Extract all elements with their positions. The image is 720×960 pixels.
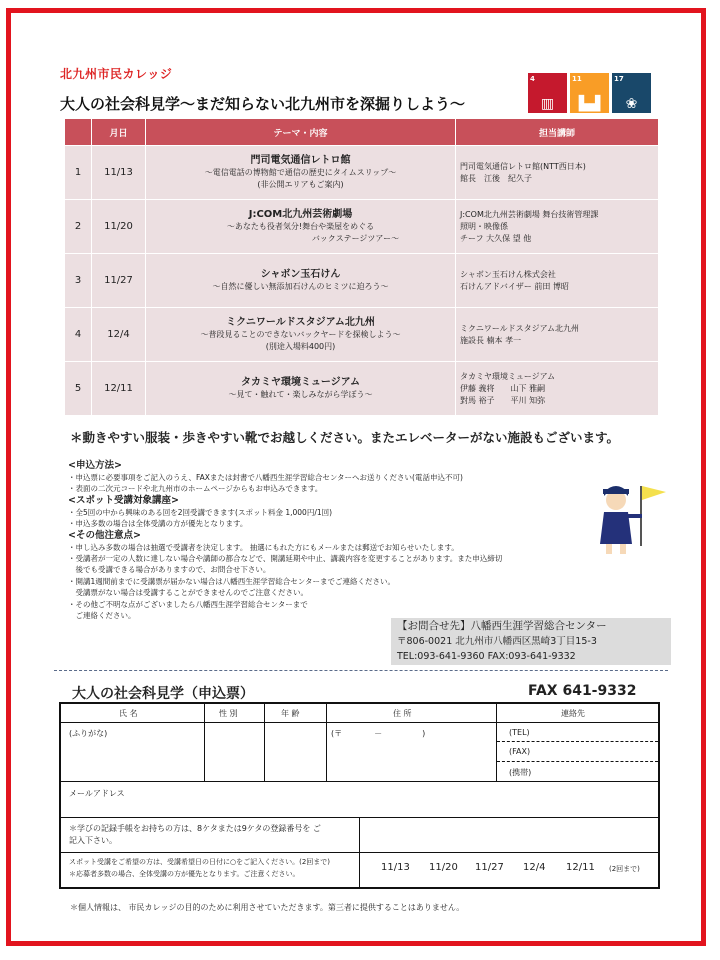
col-gender: 性 別 — [219, 709, 238, 718]
contact-heading: 【お問合せ先】八幡西生涯学習総合センター — [397, 620, 607, 632]
postal-code-field[interactable]: (〒 － ) — [331, 729, 426, 738]
schedule-table — [64, 118, 659, 416]
tel-field[interactable]: (TEL) — [509, 728, 530, 737]
furigana-label: (ふりがな) — [69, 729, 108, 738]
header-no — [65, 119, 92, 146]
notes-heading: <その他注意点> — [68, 529, 141, 541]
table-row: 3 11/27 シャボン玉石けん ～自然に優しい無添加石けんのヒミツに迫ろう～ シャボン玉石けん株式会社 石けんアドバイザー 前田 博昭 — [65, 254, 659, 308]
college-logo: 北九州市民カレッジ — [60, 67, 173, 81]
table-header-row — [65, 119, 659, 146]
attire-notice: ＊動きやすい服装・歩きやすい靴でお越しください。またエレベーターがない施設もございます。 — [70, 430, 620, 445]
apply-method-heading: <申込方法> — [68, 460, 122, 471]
email-field[interactable]: メールアドレス — [69, 789, 125, 798]
table-row: 4 12/4 ミクニワールドスタジアム北九州 ～普段見ることのできないバックヤードを探検しよう～ (別途入場料400円) ミクニワールドスタジアム北九州 施設長 楠本 孝一 — [65, 308, 659, 362]
header-lecturer: 担当講師 — [456, 119, 659, 146]
fax-field[interactable]: (FAX) — [509, 747, 531, 756]
privacy-note: ＊個人情報は、 市民カレッジの目的のために利用させていただきます。第三者に提供することはありません。 — [70, 903, 465, 912]
partnership-icon: ❀ — [625, 96, 638, 112]
spot-label: スポット受講をご希望の方は、受講希望日の日付に○をご記入ください。(2回まで) — [69, 858, 331, 866]
spot-date-option[interactable]: 11/20 — [429, 862, 458, 873]
sdg-goal-17-icon: 17 ❀ — [612, 73, 651, 113]
header-theme: テーマ・内容 — [146, 119, 456, 146]
guide-mascot-icon — [588, 478, 668, 558]
cut-line — [54, 670, 668, 671]
info-section: <申込方法> ・申込票に必要事項をご記入のうえ、FAXまたは封書で八幡西生涯学習総合センターへお送りください(電話申込不可) ・表面の二次元コードや北九州市のホームページからもお申込みできます。 <スポット受講対象講座> ・全5回の中から興味のある回を2回受講できます(スポット料金 1,000円/1回) ・申込多数の場合は全体受講の方が優先となります。 <その他注意点> ・申し込み多数の場合は抽選で受講者を決定します。 抽選にもれた方にもメールまたは郵送でお知らせいたします。 ・受講者が一定の人数に達しない場合や講師の都合などで、開講延期や中止、講義内容を変更することがあります。また申込締切 後でも受講できる場合がありますので、お問合せ下さい。 ・開講1週間前までに受講票が届かない場合は八幡西生涯学習総合センターまでご連絡ください。 受講票がない場合は受講することができませんのでご注意ください。 ・その他ご不明な点がございましたら八幡西生涯学習総合センターまで ご連絡ください。 — [68, 460, 668, 621]
fax-number: FAX 641-9332 — [528, 683, 637, 699]
spot-date-option[interactable]: 12/11 — [566, 862, 595, 873]
application-form-title: 大人の社会科見学（申込票） — [72, 686, 254, 702]
contact-address: 〒806-0021 北九州市八幡西区黒崎3丁目15-3 — [397, 636, 597, 647]
record-number-label: ＊学びの記録手帳をお持ちの方は、8ケタまたは9ケタの登録番号を ご — [69, 824, 321, 833]
table-row: 5 12/11 タカミヤ環境ミュージアム ～見て・触れて・楽しみながら学ぼう～ タカミヤ環境ミュージアム 伊藤 義将 山下 雅嗣 對馬 裕子 平川 知弥 — [65, 362, 659, 416]
max-two-note: (2回まで) — [609, 865, 640, 873]
sdg-goal-11-icon: 11 ▙▟ — [570, 73, 609, 113]
header-date: 月日 — [92, 119, 146, 146]
table-row: 1 11/13 門司電気通信レトロ館 ～電信電話の博物館で通信の歴史にタイムスリップ～ (非公開エリアもご案内) 門司電気通信レトロ館(NTT西日本) 館長 江後 紀久子 — [65, 146, 659, 200]
contact-box — [391, 618, 671, 665]
book-icon: ▥ — [540, 96, 555, 112]
application-form: 氏 名 性 別 年 齢 住 所 連絡先 (ふりがな) (〒 － ) (TEL) (FAX) (携帯) メールアドレス ＊学びの記録手帳をお持ちの方は、8ケタまたは9ケタの登録番号を ご 記入下さい。 スポット受講をご希望の方は、受講希望日の日付に○をご記入ください。(2回まで) ＊応募者多数の場合、全体受講の方が優先となります。ご注意ください。 11/13 11/20 11/27 12/4 12/11 (2回まで) — [59, 702, 660, 889]
col-contact: 連絡先 — [561, 709, 585, 718]
spot-date-option[interactable]: 11/27 — [475, 862, 504, 873]
sdgs-icons — [528, 73, 651, 113]
spot-date-option[interactable]: 11/13 — [381, 862, 410, 873]
col-address: 住 所 — [393, 709, 412, 718]
buildings-icon: ▙▟ — [578, 96, 601, 112]
mobile-field[interactable]: (携帯) — [509, 768, 532, 777]
col-name: 氏 名 — [119, 709, 138, 718]
spot-heading: <スポット受講対象講座> — [68, 494, 179, 506]
sdg-goal-4-icon: 4 ▥ — [528, 73, 567, 113]
page-title: 大人の社会科見学～まだ知らない北九州市を深掘りしよう～ — [60, 95, 466, 113]
contact-phones: TEL:093-641-9360 FAX:093-641-9332 — [397, 651, 576, 662]
spot-date-option[interactable]: 12/4 — [523, 862, 546, 873]
col-age: 年 齢 — [281, 709, 300, 718]
table-row: 2 11/20 J:COM北九州芸術劇場 ～あなたも役者気分!舞台や楽屋をめぐる バックステージツアー～ J:COM北九州芸術劇場 舞台技術管理課 照明・映像係 チーフ 大久保 望 他 — [65, 200, 659, 254]
